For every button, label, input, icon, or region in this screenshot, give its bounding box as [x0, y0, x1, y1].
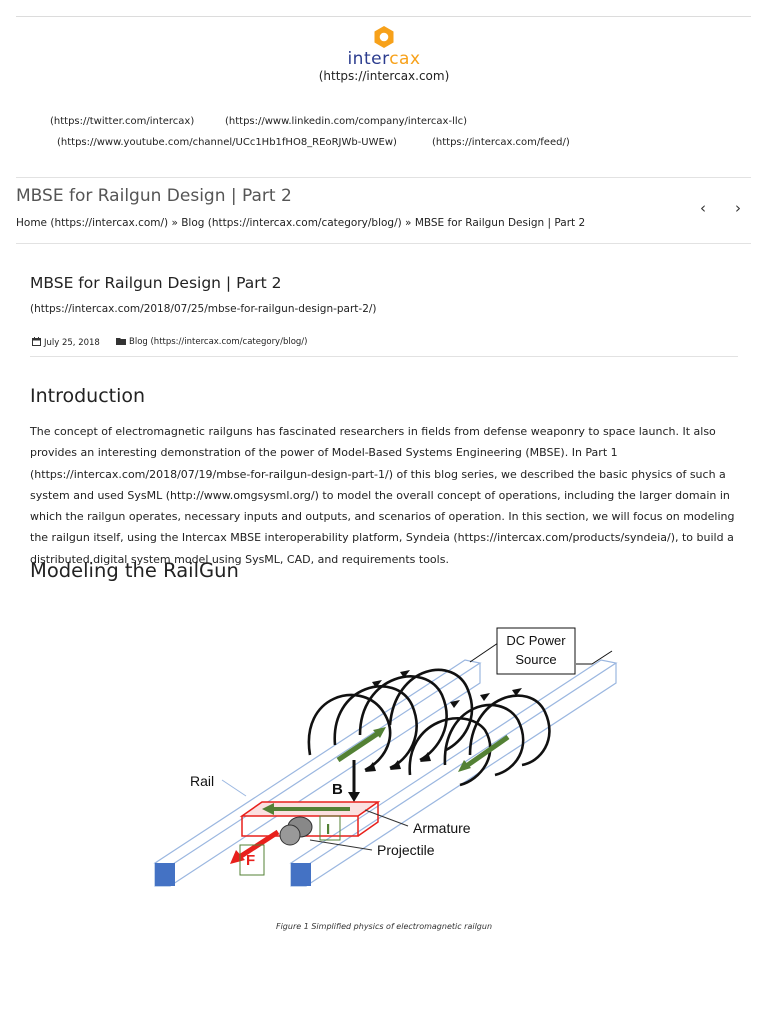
twitter-link[interactable]: (https://twitter.com/intercax)	[50, 116, 195, 127]
folder-icon	[116, 337, 126, 345]
header-divider	[16, 177, 751, 178]
i-label: I	[326, 821, 331, 838]
dc-power-label: DC Power	[506, 633, 566, 648]
prev-post-button[interactable]: ‹	[700, 199, 706, 217]
page-title: MBSE for Railgun Design | Part 2	[16, 186, 292, 206]
projectile	[280, 817, 312, 845]
post-permalink[interactable]: (https://intercax.com/2018/07/25/mbse-for-railgun-design-part-2/)	[30, 303, 377, 315]
post-date-text: July 25, 2018	[44, 338, 100, 348]
projectile-label: Projectile	[377, 842, 435, 858]
b-field-arrowhead	[348, 792, 360, 802]
youtube-link[interactable]: (https://www.youtube.com/channel/UCc1Hb1fHO8_REoRJWb-UWEw)	[57, 137, 397, 148]
armature-label: Armature	[413, 820, 471, 836]
calendar-icon	[32, 337, 41, 346]
railgun-diagram	[150, 620, 620, 895]
top-divider	[16, 16, 751, 17]
post-title[interactable]: MBSE for Railgun Design | Part 2	[30, 274, 282, 292]
intro-paragraph: The concept of electromagnetic railguns has fascinated researchers in fields from defense weaponry to space launch. It also provides an interesting demonstration of the power of Model-Based Systems Engineering (MBSE). In Part 1 (https://intercax.com/2018/07/19/mbse-for-railgun-design-part-1/) of this blog series, we described the basic physics of such a system and used SysML (http://www.omgsysml.org/) to model the overall concept of operations, including the larger domain in which the railgun operates, necessary inputs and outputs, and scenarios of operation. In this section, we will focus on modeling the railgun itself, using the Intercax MBSE interoperability platform, Syndeia (https://intercax.com/products/syndeia/), to build a distributed digital system model using SysML, CAD, and requirements tools.	[30, 425, 735, 566]
source-label: Source	[515, 652, 557, 667]
power-wire-left	[470, 643, 498, 662]
logo-wordmark: intercax	[347, 49, 421, 69]
right-rail-end	[291, 863, 311, 886]
feed-link[interactable]: (https://intercax.com/feed/)	[432, 137, 570, 148]
title-divider	[16, 243, 751, 244]
site-logo[interactable]	[0, 24, 768, 68]
linkedin-link[interactable]: (https://www.linkedin.com/company/intercax-llc)	[225, 116, 468, 127]
rail-label: Rail	[190, 773, 215, 789]
breadcrumb[interactable]: Home (https://intercax.com/) » Blog (https://intercax.com/category/blog/) » MBSE for Railgun Design | Part 2	[16, 217, 586, 229]
rail-callout-line	[222, 780, 246, 796]
magnetic-field-loops	[309, 670, 550, 785]
right-rail	[291, 660, 616, 886]
current-arrow-left	[338, 732, 380, 760]
modeling-heading: Modeling the RailGun	[30, 559, 239, 582]
post-date	[32, 337, 100, 348]
f-label: F	[246, 852, 256, 869]
left-rail-end	[155, 863, 175, 886]
intro-heading: Introduction	[30, 385, 146, 407]
post-category-link[interactable]: Blog (https://intercax.com/category/blog/)	[129, 337, 308, 347]
meta-divider	[30, 356, 738, 357]
logo-link[interactable]: (https://intercax.com)	[318, 69, 450, 83]
power-wire-right	[576, 651, 612, 664]
post-category[interactable]	[116, 337, 308, 347]
next-post-button[interactable]: ›	[735, 199, 741, 217]
hexagon-logo-icon	[371, 24, 397, 50]
figure-caption: Figure 1 Simplified physics of electromagnetic railgun	[275, 922, 493, 931]
b-label: B	[332, 781, 343, 798]
